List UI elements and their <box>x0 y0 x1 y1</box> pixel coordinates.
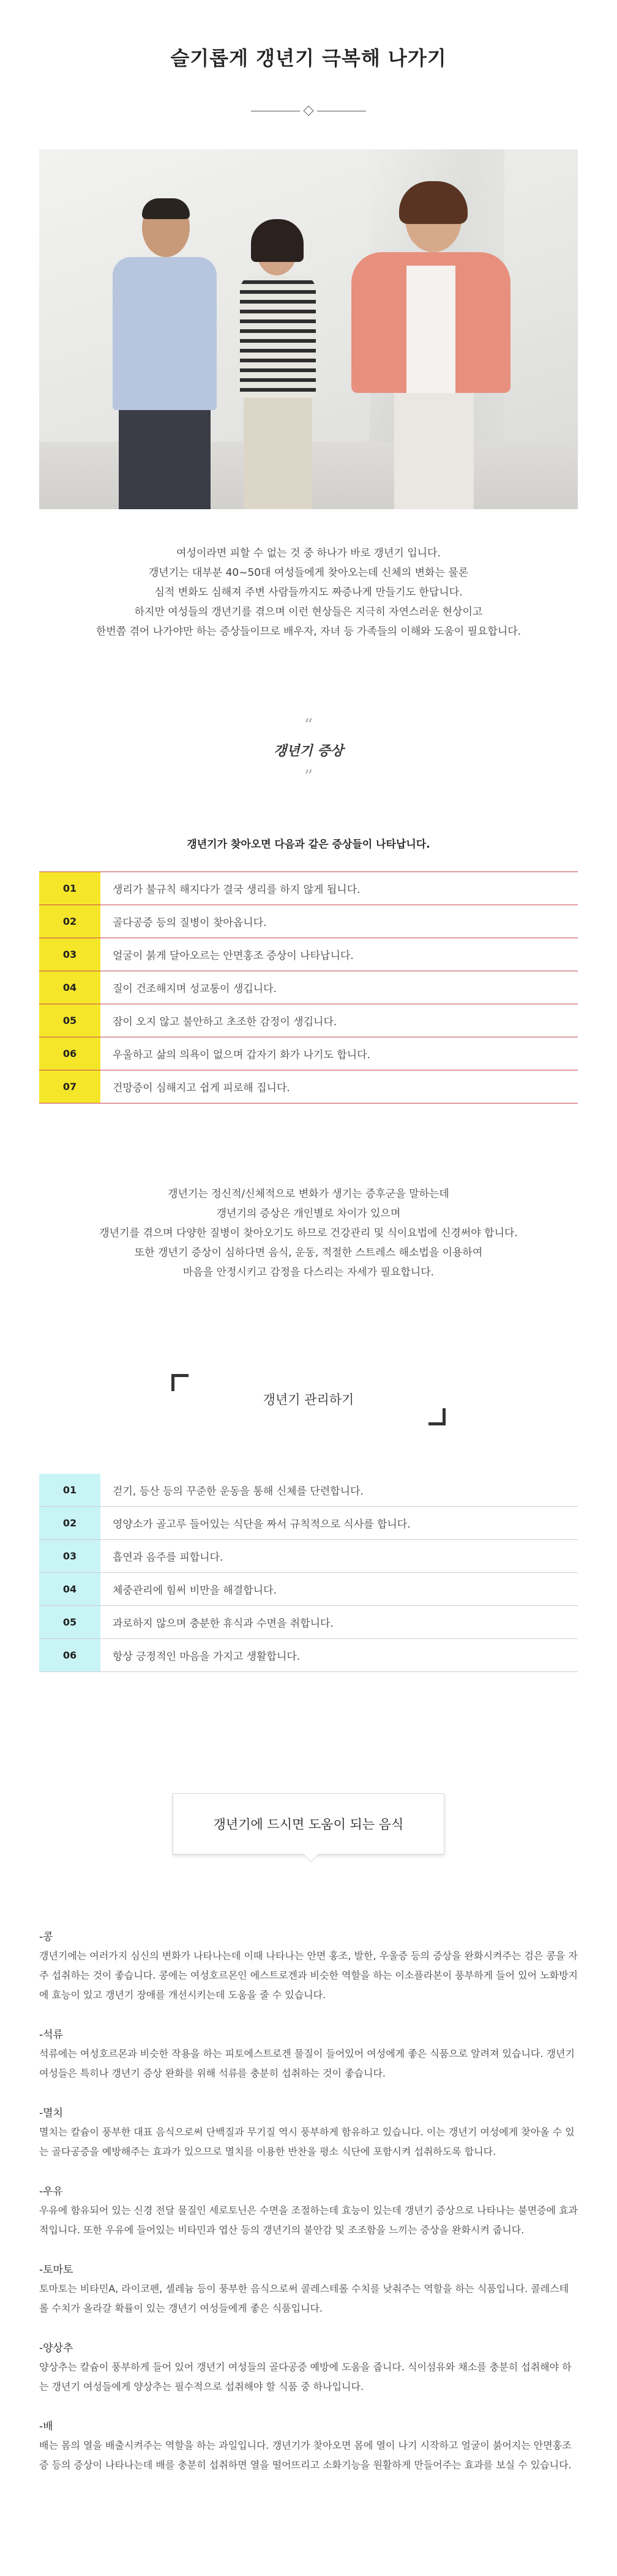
item-number: 03 <box>39 1540 100 1572</box>
food-name: -석류 <box>39 2029 63 2041</box>
symptoms-lead: 갱년기가 찾아오면 다음과 같은 증상들이 나타납니다. <box>187 838 430 851</box>
close-quote-icon: ” <box>304 766 313 786</box>
item-text: 항상 긍정적인 마음을 가지고 생활합니다. <box>113 1651 301 1663</box>
foods-list <box>39 1928 578 2496</box>
food-desc: 배는 몸의 열을 배출시켜주는 역할을 하는 과일입니다. 갱년기가 찾아오면 몸에 열이 나기 시작하고 얼굴이 붉어지는 안면홍조증 등의 증상이 나타나는데 배를 충분히 섭취하면 열을 떨어뜨리고 소화기능을 원활하게 만들어주는 효과를 보실 수 있습니다. <box>39 2440 572 2471</box>
list-item <box>39 1037 578 1070</box>
list-item <box>39 1070 578 1103</box>
item-number: 04 <box>39 1573 100 1605</box>
item-number: 06 <box>39 1639 100 1671</box>
food-desc: 석류에는 여성호르몬과 비슷한 작용을 하는 피토에스트로겐 물질이 들어있어 여성에게 좋은 식품으로 알려져 있습니다. 갱년기 여성들은 특히나 갱년기 증상 완화를 위해 석류를 충분히 섭취하는 것이 좋습니다. <box>39 2048 575 2079</box>
intro-line: 여성이라면 피할 수 없는 것 중 하나가 바로 갱년기 입니다. <box>176 547 441 559</box>
food-item <box>39 2026 578 2083</box>
open-quote-icon: “ <box>304 715 313 735</box>
list-item <box>39 1004 578 1037</box>
food-item <box>39 1928 578 2005</box>
symptoms-heading: 갱년기 증상 <box>274 743 343 759</box>
food-item <box>39 2182 578 2240</box>
list-item <box>39 1507 578 1540</box>
list-item <box>39 1540 578 1573</box>
symptoms-list <box>39 872 578 1103</box>
item-number: 05 <box>39 1606 100 1638</box>
item-text: 잠이 오지 않고 불안하고 초조한 감정이 생깁니다. <box>113 1016 337 1028</box>
item-number: 02 <box>39 905 100 938</box>
food-desc: 토마토는 비타민A, 라이코펜, 셀레늄 등이 풍부한 음식으로써 콜레스테롤 수치를 낮춰주는 역할을 하는 식품입니다. 콜레스테롤 수치가 올라갈 확률이 있는 갱년기 여성들에게 좋은 식품입니다. <box>39 2283 569 2314</box>
food-item <box>39 2417 578 2475</box>
food-name: -우유 <box>39 2186 63 2198</box>
food-item <box>39 2339 578 2397</box>
item-number: 03 <box>39 938 100 971</box>
syndrome-text <box>0 1184 617 1282</box>
list-item <box>39 872 578 905</box>
syndrome-line: 갱년기의 증상은 개인별로 차이가 있으며 <box>216 1208 401 1220</box>
young-woman-figure <box>235 223 321 509</box>
food-name: -배 <box>39 2421 53 2433</box>
food-name: -토마토 <box>39 2264 73 2276</box>
diamond-icon <box>304 106 314 116</box>
intro-text <box>0 543 617 641</box>
food-desc: 우유에 함유되어 있는 신경 전달 물질인 세로토닌은 수면을 조절하는데 효능이 있는데 갱년기 증상으로 나타나는 불면증에 효과적입니다. 또한 우유에 들어있는 비타민과 엽산 등의 갱년기의 불안감 및 조조함을 느끼는 증상을 완화시켜 줍니다. <box>39 2205 578 2236</box>
item-number: 02 <box>39 1507 100 1539</box>
item-text: 과로하지 않으며 충분한 휴식과 수면을 취합니다. <box>113 1618 334 1630</box>
list-item <box>39 905 578 938</box>
item-number: 01 <box>39 1474 100 1506</box>
intro-line: 심적 변화도 심해져 주변 사람들까지도 짜증나게 만들기도 한답니다. <box>154 586 463 599</box>
item-text: 우울하고 삶의 의욕이 없으며 갑자기 화가 나기도 합니다. <box>113 1049 370 1061</box>
item-text: 골다공증 등의 질병이 찾아옵니다. <box>113 917 267 929</box>
list-item <box>39 1639 578 1672</box>
corner-bracket-icon <box>171 1374 189 1391</box>
item-text: 건망증이 심해지고 쉽게 피로해 집니다. <box>113 1082 290 1094</box>
food-name: -양상추 <box>39 2342 73 2354</box>
list-item <box>39 938 578 971</box>
syndrome-line: 마음을 안정시키고 감정을 다스리는 자세가 필요합니다. <box>182 1266 435 1279</box>
intro-line: 하지만 여성들의 갱년기를 겪으며 이런 현상들은 지극히 자연스러운 현상이고 <box>134 606 483 618</box>
item-number: 05 <box>39 1004 100 1037</box>
list-item <box>39 1474 578 1507</box>
corner-bracket-icon <box>428 1408 446 1425</box>
syndrome-line: 또한 갱년기 증상이 심하다면 음식, 운동, 적절한 스트레스 해소법을 이용하여 <box>134 1247 483 1259</box>
title-divider <box>251 106 366 115</box>
food-desc: 갱년기에는 여러가지 심신의 변화가 나타나는데 이때 나타나는 안면 홍조, 발한, 우울증 등의 증상을 완화시켜주는 검은 콩을 자주 섭취하는 것이 좋습니다. 콩에는 여성호르몬인 에스트로겐과 비슷한 역할을 하는 이소플라본이 풍부하게 들어 있어 노화방지에 효능이 있고 갱년기 장애를 개선시키는데 도움을 줄 수 있습니다. <box>39 1950 578 2001</box>
man-figure <box>107 198 223 509</box>
item-text: 생리가 불규칙 해지다가 결국 생리를 하지 않게 됩니다. <box>113 884 361 896</box>
item-number: 06 <box>39 1037 100 1070</box>
syndrome-line: 갱년기는 정신적/신체적으로 변화가 생기는 증후군을 말하는데 <box>168 1188 449 1200</box>
management-heading: 갱년기 관리하기 <box>263 1392 354 1407</box>
page-title: 슬기롭게 갱년기 극복해 나가기 <box>170 47 447 70</box>
item-text: 걷기, 등산 등의 꾸준한 운동을 통해 신체를 단련합니다. <box>113 1485 364 1498</box>
foods-heading-bubble <box>173 1793 444 1854</box>
item-number: 01 <box>39 872 100 905</box>
food-desc: 양상추는 칼슘이 풍부하게 들어 있어 갱년기 여성들의 골다공증 예방에 도움을 줍니다. 식이섬유와 채소를 충분히 섭취해야 하는 갱년기 여성들에게 양상추는 필수적으로 섭취해야 할 식품 중 하나입니다. <box>39 2361 572 2392</box>
list-item <box>39 971 578 1004</box>
list-item <box>39 1606 578 1639</box>
intro-line: 한번쯤 겪어 나가야만 하는 증상들이므로 배우자, 자녀 등 가족들의 이해와 도움이 필요합니다. <box>95 625 522 638</box>
item-text: 체중관리에 힘써 비만을 해결합니다. <box>113 1585 277 1597</box>
item-number: 07 <box>39 1070 100 1103</box>
food-item <box>39 2261 578 2318</box>
food-desc: 멸치는 칼슘이 풍부한 대표 음식으로써 단백질과 무기질 역시 풍부하게 함유하고 있습니다. 이는 갱년기 여성에게 찾아올 수 있는 골다공증을 예방해주는 효과가 있으므로 멸치를 이용한 반찬을 평소 식단에 포함시켜 섭취하도록 합니다. <box>39 2126 575 2157</box>
hero-photo <box>39 149 578 509</box>
food-item <box>39 2104 578 2162</box>
intro-line: 갱년기는 대부분 40~50대 여성들에게 찾아오는데 신체의 변화는 물론 <box>148 567 469 579</box>
food-name: -콩 <box>39 1931 53 1943</box>
list-item <box>39 1573 578 1606</box>
syndrome-line: 갱년기를 겪으며 다양한 질병이 찾아오기도 하므로 건강관리 및 식이요법에 신경써야 합니다. <box>99 1227 518 1239</box>
item-text: 얼굴이 붉게 달아오르는 안면홍조 증상이 나타납니다. <box>113 950 354 962</box>
item-text: 질이 건조해지며 성교통이 생깁니다. <box>113 983 277 995</box>
management-title-box <box>171 1374 446 1425</box>
foods-heading: 갱년기에 드시면 도움이 되는 음식 <box>213 1817 404 1832</box>
woman-figure <box>345 186 517 509</box>
item-text: 영양소가 골고루 들어있는 식단을 짜서 규칙적으로 식사를 합니다. <box>113 1518 411 1531</box>
food-name: -멸치 <box>39 2107 63 2119</box>
item-number: 04 <box>39 971 100 1004</box>
item-text: 흡연과 음주를 피합니다. <box>113 1551 223 1564</box>
management-list <box>39 1474 578 1672</box>
bubble-tail <box>303 1846 318 1862</box>
